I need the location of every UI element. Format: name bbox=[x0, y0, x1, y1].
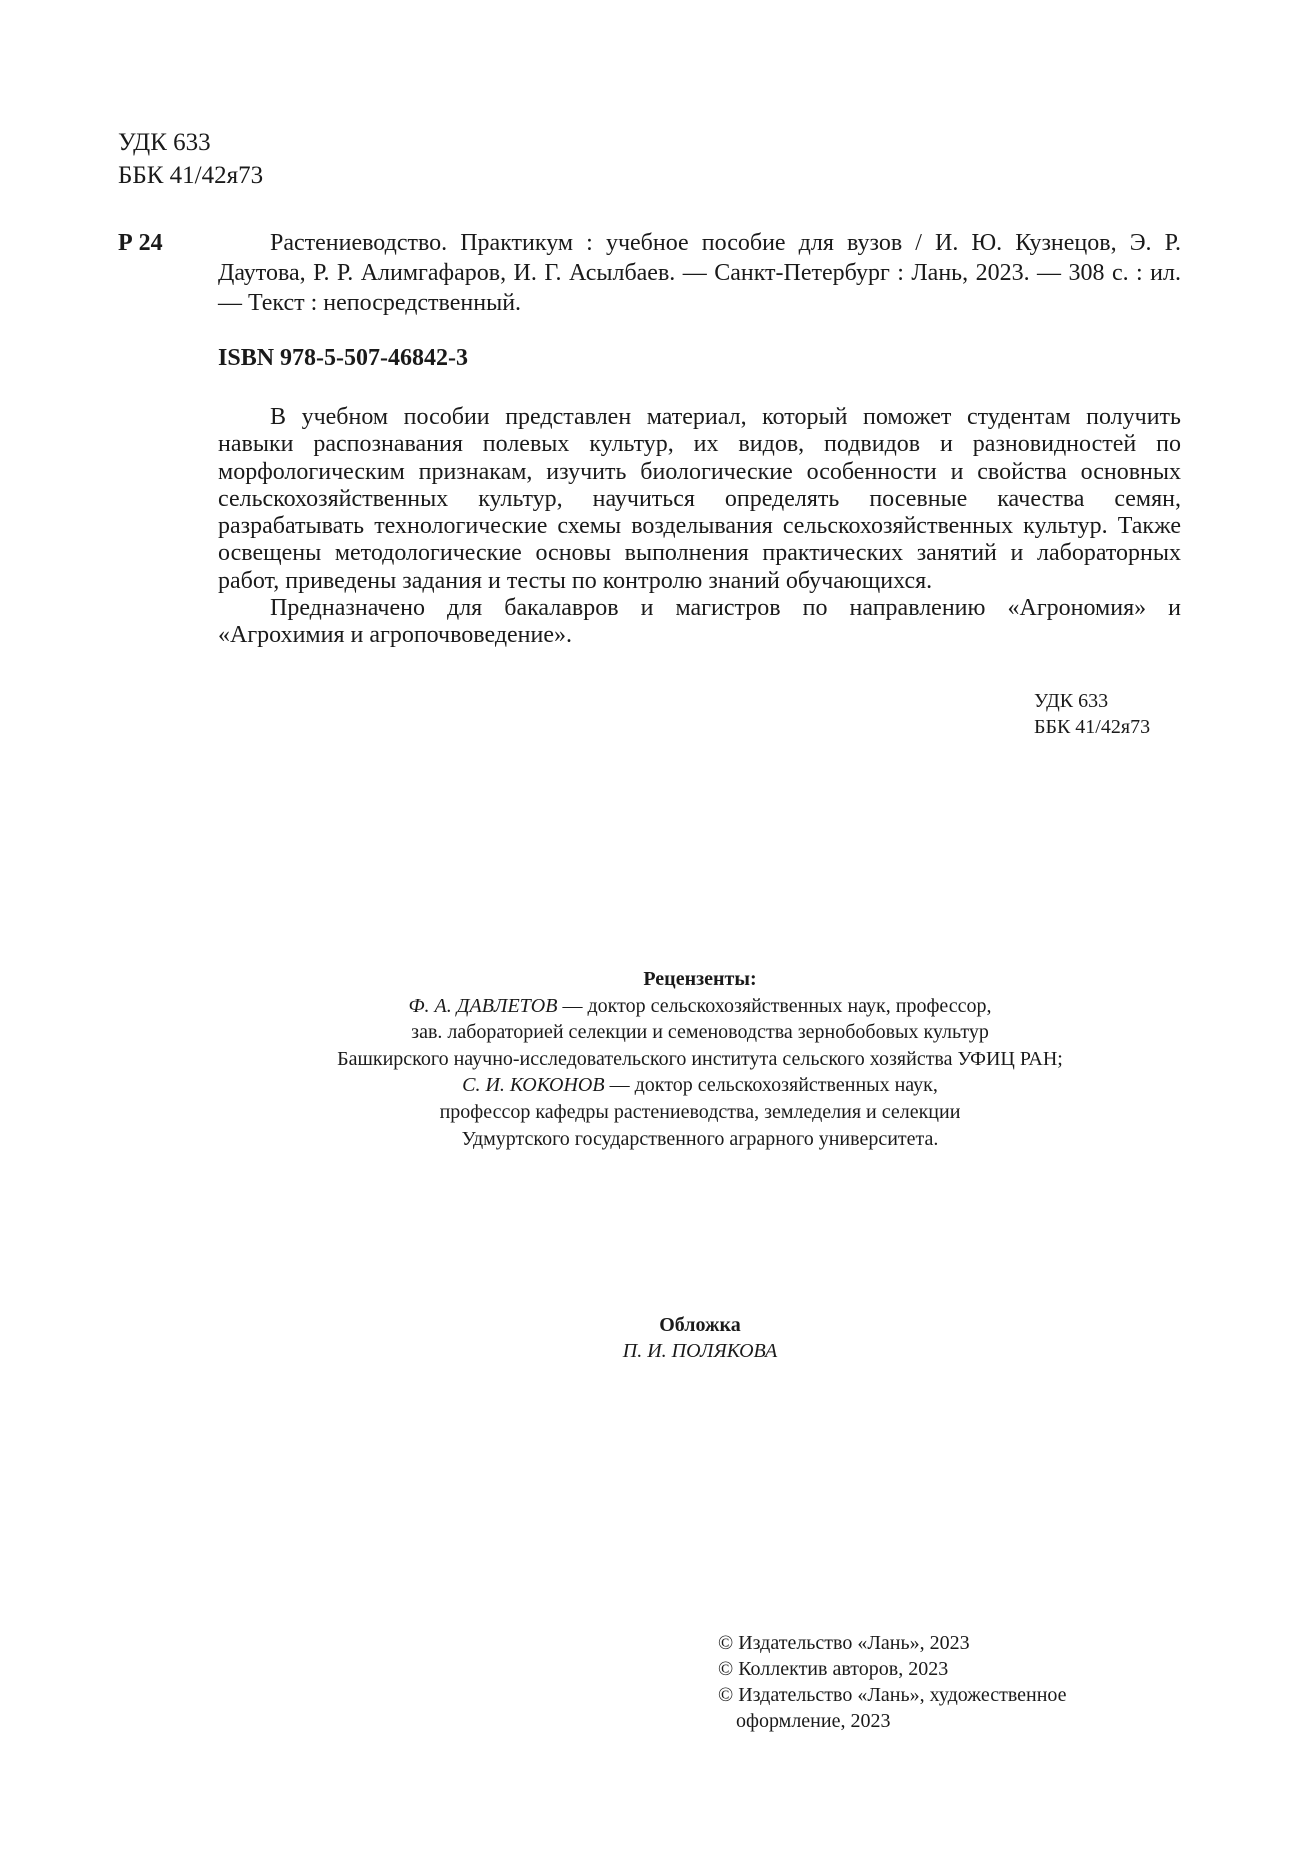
udk-code-right: УДК 633 bbox=[1034, 690, 1109, 712]
reviewers-block bbox=[200, 966, 1200, 1152]
author-mark: Р 24 bbox=[118, 230, 163, 256]
copyright-line-2: © Коллектив авторов, 2023 bbox=[718, 1658, 949, 1680]
reviewer-1-line-2: зав. лабораторией селекции и семеноводства зернобобовых культур bbox=[411, 1021, 989, 1044]
isbn: ISBN 978-5-507-46842-3 bbox=[218, 345, 468, 371]
copyright-line-4: оформление, 2023 bbox=[736, 1710, 891, 1732]
bbk-code-right: ББК 41/42я73 bbox=[1034, 716, 1151, 738]
reviewer-2-line-2: профессор кафедры растениеводства, земледелия и селекции bbox=[439, 1100, 961, 1123]
annotation-paragraph-2: Предназначено для бакалавров и магистров по направлению «Агрономия» и «Агрохимия и агропочвоведение». bbox=[218, 595, 1181, 649]
cover-heading: Обложка bbox=[659, 1314, 741, 1336]
reviewer-2-name: С. И. КОКОНОВ bbox=[462, 1074, 605, 1097]
annotation-paragraph-1: В учебном пособии представлен материал, который поможет студентам получить навыки распознавания полевых культур, их видов, подвидов и разновидностей по морфологическим признакам, изучить биологические особенности и свойства основных сельскохозяйственных культур, научиться определять посевные качества семян, разрабатывать технологические схемы возделывания сельскохозяйственных культур. Также освещены методологические основы выполнения практических занятий и лабораторных работ, приведены задания и тесты по контролю знаний обучающихся. bbox=[218, 404, 1181, 594]
reviewer-2-line-1 bbox=[200, 1072, 1200, 1099]
reviewers-heading: Рецензенты: bbox=[643, 968, 757, 990]
bbk-code: ББК 41/42я73 bbox=[118, 162, 264, 189]
copyright-line-3: © Издательство «Лань», художественное bbox=[718, 1684, 1067, 1706]
cover-designer-name: П. И. ПОЛЯКОВА bbox=[622, 1340, 778, 1362]
udk-code: УДК 633 bbox=[118, 129, 211, 156]
annotation bbox=[218, 404, 1181, 650]
cover-credit bbox=[200, 1312, 1200, 1364]
reviewer-2-title: — доктор сельскохозяйственных наук, bbox=[604, 1074, 938, 1097]
cover-designer bbox=[200, 1338, 1200, 1364]
reviewer-2-line-3: Удмуртского государственного аграрного университета. bbox=[461, 1127, 939, 1150]
copyright-line-1: © Издательство «Лань», 2023 bbox=[718, 1632, 970, 1654]
reviewer-1-line-1 bbox=[200, 993, 1200, 1020]
reviewer-1-title: — доктор сельскохозяйственных наук, профессор, bbox=[557, 994, 992, 1017]
bibliographic-description bbox=[218, 228, 1181, 318]
reviewer-1-line-3: Башкирского научно-исследовательского института сельского хозяйства УФИЦ РАН; bbox=[337, 1047, 1063, 1070]
reviewer-1-name: Ф. А. ДАВЛЕТОВ bbox=[408, 994, 558, 1017]
udk-block-top bbox=[118, 126, 263, 192]
udk-block-right bbox=[1034, 688, 1150, 740]
copyright-block bbox=[718, 1630, 1067, 1734]
bibliographic-text: Растениеводство. Практикум : учебное пособие для вузов / И. Ю. Кузнецов, Э. Р. Даутова, Р. Р. Алимгафаров, И. Г. Асылбаев. — Санкт-Петербург : Лань, 2023. — 308 с. : ил. — Текст : непосредственный. bbox=[218, 230, 1181, 316]
